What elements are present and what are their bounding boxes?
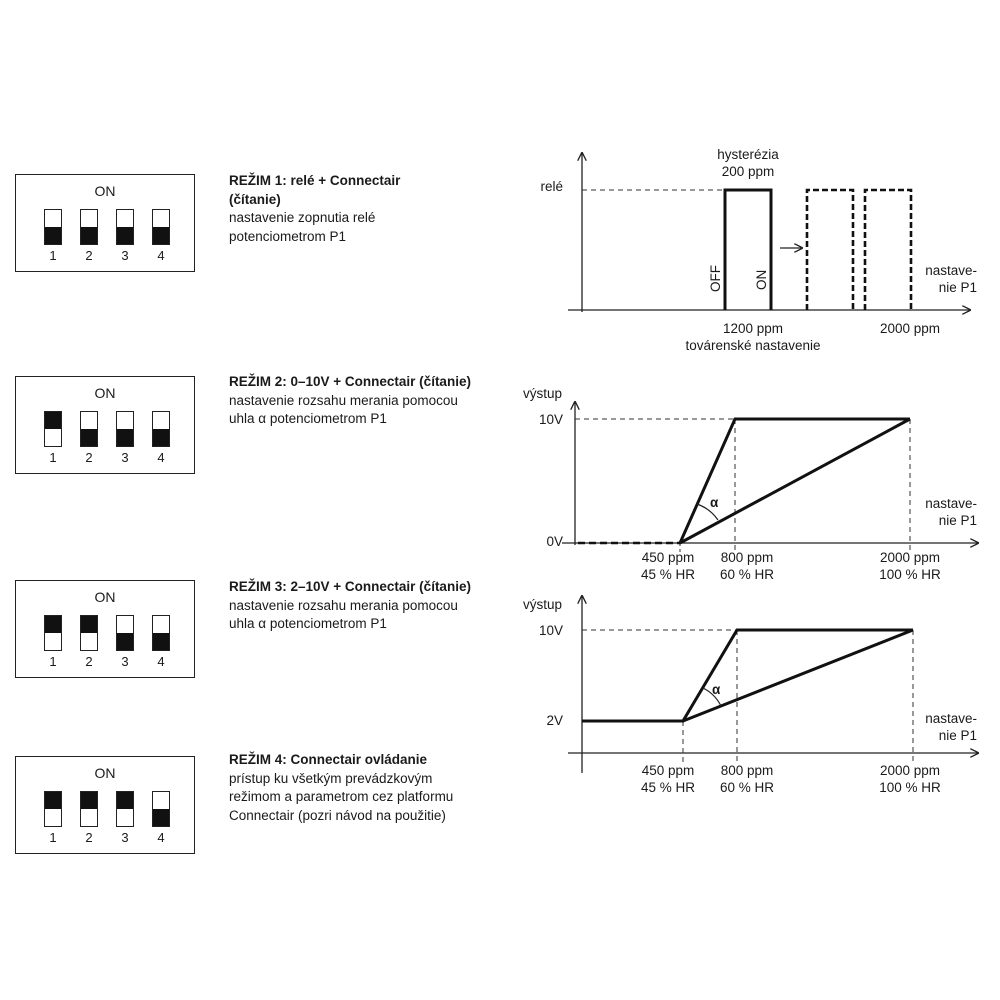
dip-number: 1 [49,654,57,669]
tick-2000: 2000 ppm [879,550,941,565]
hysteresis-value: 200 ppm [721,164,775,179]
mode-desc-line: potenciometrom P1 [229,228,347,244]
tick-1200: 1200 ppm [722,321,784,336]
mode-desc-line: uhla α potenciometrom P1 [229,616,387,631]
tick-450-hr: 45 % HR [640,780,696,795]
mode-desc-line: uhla α potenciometrom P1 [229,411,387,426]
chart-relay [540,147,977,353]
dip-on-label: ON [94,385,116,401]
mode-title-cont: (čítanie) [229,191,281,207]
curve-shallow [683,630,913,721]
dip-number: 4 [157,830,165,845]
tick-800: 800 ppm [720,763,774,778]
curve-steep [582,630,913,721]
x-label-line1: nastave- [925,263,977,278]
y-title: výstup [522,386,562,401]
on-label: ON [754,269,769,290]
tick-450-hr: 45 % HR [640,567,696,582]
dip-number: 2 [85,450,93,465]
dip-number: 3 [121,248,129,263]
mode-desc-line: nastavenie rozsahu merania pomocou [229,392,458,408]
x-label-line1: nastave- [925,711,977,726]
alpha-label: α [710,495,719,510]
dip-number: 1 [49,248,57,263]
off-label: OFF [708,265,723,292]
tick-2000-hr: 100 % HR [879,567,941,582]
mode-desc-line: režimom a parametrom cez platformu [229,789,454,804]
tick-800-hr: 60 % HR [719,567,775,582]
tick-factory: továrenské nastavenie [685,338,821,353]
dip-number: 1 [49,450,57,465]
tick-2000: 2000 ppm [879,763,941,778]
dip-number: 1 [49,830,57,845]
relay-pulse [725,190,771,310]
mode-title: REŽIM 3: 2–10V + Connectair (čítanie) [229,579,471,594]
mode-desc-line: Connectair (pozri návod na použitie) [229,807,446,823]
dip-number: 3 [121,654,129,669]
mode-title: REŽIM 1: relé + Connectair [229,173,401,188]
x-label-line1: nastave- [925,496,977,511]
chart-0-10v [523,386,978,582]
dip-on-label: ON [94,765,116,781]
y-2v: 2V [546,713,563,728]
chart-2-10v [523,596,978,795]
tick-2000: 2000 ppm [879,321,941,336]
mode-desc-line: nastavenie rozsahu merania pomocou [229,597,458,613]
mode-desc-line: prístup ku všetkým prevádzkovým [229,770,433,786]
y-title: výstup [522,597,562,612]
dip-on-label: ON [94,183,116,199]
relay-shift-pulse-2 [865,190,911,310]
dip-number: 3 [121,830,129,845]
y-10v: 10V [538,623,563,638]
dip-number: 3 [121,450,129,465]
dip-number: 2 [85,248,93,263]
y-10v: 10V [538,412,563,427]
dip-on-label: ON [94,589,116,605]
tick-800-hr: 60 % HR [719,780,775,795]
y-0v: 0V [546,534,563,549]
relay-shift-pulse-1 [807,190,853,310]
hysteresis-label: hysterézia [717,147,779,162]
dip-number: 4 [157,654,165,669]
x-label-line2: nie P1 [938,728,977,743]
tick-800: 800 ppm [720,550,774,565]
tick-2000-hr: 100 % HR [879,780,941,795]
mode-title: REŽIM 4: Connectair ovládanie [229,752,428,767]
mode-title: REŽIM 2: 0–10V + Connectair (čítanie) [229,374,471,389]
x-label-line2: nie P1 [938,280,977,295]
mode-desc-line: nastavenie zopnutia relé [229,210,376,225]
tick-450: 450 ppm [641,763,695,778]
curve-shallow [680,419,910,543]
dip-number: 4 [157,248,165,263]
tick-450: 450 ppm [641,550,695,565]
dip-number: 2 [85,830,93,845]
x-label-line2: nie P1 [938,513,977,528]
y-label-rele: relé [540,179,563,194]
alpha-label: α [712,682,721,697]
dip-number: 4 [157,450,165,465]
dip-number: 2 [85,654,93,669]
